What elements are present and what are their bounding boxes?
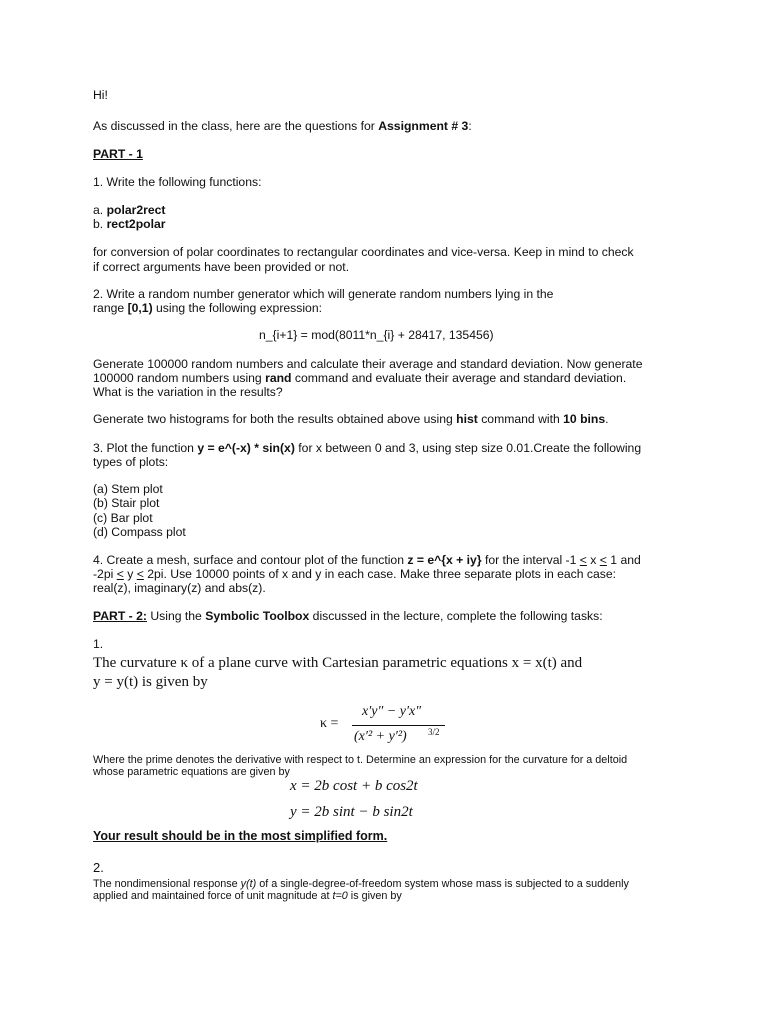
q4-end: 1 and	[606, 553, 641, 567]
time-zero: t=0	[332, 890, 348, 902]
q4-line2-b: y	[123, 567, 137, 581]
q2-p1-prefix: 100000 random numbers using	[93, 371, 266, 385]
q4-line1	[93, 553, 641, 567]
q2-line2	[93, 301, 322, 315]
plot-item: (d) Compass plot	[93, 525, 186, 539]
q4-line2-a: -2pi	[93, 567, 117, 581]
q3-line2: types of plots:	[93, 455, 169, 469]
curvature-line1: The curvature κ of a plane curve with Cartesian parametric equations x = x(t) and	[93, 655, 583, 671]
task2-number: 2.	[93, 860, 104, 875]
q2-p1-line3: What is the variation in the results?	[93, 385, 283, 399]
q1-item-a-prefix: a.	[93, 203, 107, 217]
curvature-line2: y = y(t) is given by	[93, 674, 208, 690]
q4-prefix: 4. Create a mesh, surface and contour plot of the function	[93, 553, 408, 567]
part2-heading: PART - 2:	[93, 609, 147, 623]
assignment-title: Assignment # 3	[378, 119, 469, 133]
q4-function: z = e^{x + iy}	[407, 553, 482, 567]
hist-command: hist	[456, 412, 478, 426]
le-symbol: <	[136, 567, 144, 581]
formula-exponent: 3/2	[428, 727, 440, 737]
response-symbol: y(t)	[240, 878, 257, 890]
where-line1: Where the prime denotes the derivative with respect to t. Determine an expression for the curvature for a deltoid	[93, 754, 628, 766]
part2-intro	[93, 609, 603, 623]
kappa-symbol: κ =	[320, 716, 339, 731]
part1-heading: PART - 1	[93, 147, 143, 161]
intro-line	[93, 119, 472, 133]
q3-suffix: for x between 0 and 3, using step size 0.01.Create the following	[294, 441, 642, 455]
polar2rect-name: polar2rect	[106, 203, 166, 217]
q3-line1	[93, 441, 641, 455]
q1-text: 1. Write the following functions:	[93, 175, 262, 189]
rand-command: rand	[265, 371, 292, 385]
q1-desc-line2: if correct arguments have been provided or not.	[93, 260, 350, 274]
q2-p2-prefix: Generate two histograms for both the results obtained above using	[93, 412, 457, 426]
result-instruction: Your result should be in the most simplified form.	[93, 829, 388, 843]
q4-line3: real(z), imaginary(z) and abs(z).	[93, 581, 266, 595]
q4-line2	[93, 567, 616, 581]
formula-numerator: x′y″ − y′x″	[362, 704, 422, 719]
where-line2: whose parametric equations are given by	[93, 766, 290, 778]
le-symbol: <	[579, 553, 587, 567]
part2-intro-a: Using the	[146, 609, 206, 623]
task1-number: 1.	[93, 637, 104, 651]
q4-mid: for the interval -1	[481, 553, 580, 567]
rect2polar-name: rect2polar	[106, 217, 166, 231]
bins-count: 10 bins	[563, 412, 606, 426]
q1-desc-line1: for conversion of polar coordinates to rectangular coordinates and vice-versa. Keep in mind to check	[93, 245, 634, 259]
q1-item-b-prefix: b.	[93, 217, 107, 231]
q2-p1-line1: Generate 100000 random numbers and calculate their average and standard deviation. Now generate	[93, 357, 643, 371]
q2-range-prefix: range	[93, 301, 128, 315]
q2-p1-suffix: command and evaluate their average and standard deviation.	[291, 371, 627, 385]
q2-p2	[93, 412, 609, 426]
intro-prefix: As discussed in the class, here are the questions for	[93, 119, 379, 133]
q4-x: x	[586, 553, 600, 567]
q2-expression: n_{i+1} = mod(8011*n_{i} + 28417, 135456)	[259, 328, 494, 342]
q1-item-b	[93, 217, 166, 231]
q2-p2-mid: command with	[477, 412, 564, 426]
task2-line2-a: applied and maintained force of unit magnitude at	[93, 890, 333, 902]
le-symbol: <	[116, 567, 124, 581]
q2-p2-suffix: .	[605, 412, 609, 426]
task2-line2	[93, 890, 402, 903]
q2-range: [0,1)	[127, 301, 153, 315]
plot-item: (a) Stem plot	[93, 482, 163, 496]
plot-item: (b) Stair plot	[93, 496, 160, 510]
formula-denominator: (x′² + y′²)	[354, 729, 407, 744]
greeting: Hi!	[93, 88, 108, 102]
part2-intro-b: discussed in the lecture, complete the following tasks:	[309, 609, 603, 623]
symbolic-toolbox: Symbolic Toolbox	[205, 609, 310, 623]
plot-item: (c) Bar plot	[93, 511, 153, 525]
q3-prefix: 3. Plot the function	[93, 441, 198, 455]
task2-line2-b: is given by	[347, 890, 402, 902]
q1-item-a	[93, 203, 166, 217]
q3-function: y = e^(-x) * sin(x)	[197, 441, 295, 455]
q4-line2-c: 2pi. Use 10000 points of x and y in each case. Make three separate plots in each case:	[143, 567, 617, 581]
intro-suffix: :	[468, 119, 472, 133]
deltoid-x-equation: x = 2b cost + b cos2t	[290, 778, 418, 794]
q2-p1-line2	[93, 371, 626, 385]
task2-line1	[93, 878, 629, 891]
fraction-bar	[352, 725, 445, 726]
q2-line1: 2. Write a random number generator which will generate random numbers lying in the	[93, 287, 554, 301]
task2-line1-b: of a single-degree-of-freedom system whose mass is subjected to a suddenly	[256, 878, 629, 890]
task2-line1-a: The nondimensional response	[93, 878, 241, 890]
q2-range-suffix: using the following expression:	[152, 301, 322, 315]
deltoid-y-equation: y = 2b sint − b sin2t	[290, 804, 413, 820]
le-symbol: <	[599, 553, 607, 567]
